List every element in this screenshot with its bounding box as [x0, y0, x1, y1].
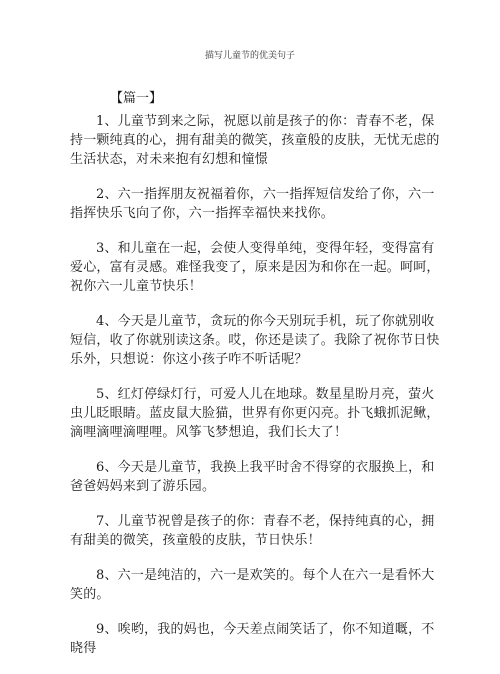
paragraph-4: 4、今天是儿童节，贪玩的你今天别玩手机，玩了你就别收短信，收了你就别读这条。哎，你还是读了。我除了祝你节日快乐外，只想说：你这小孩子咋不听话呢？	[70, 314, 440, 367]
paragraph-9: 9、唉哟，我的妈也，今天差点闹笑话了，你不知道嘅，不晓得	[70, 622, 435, 656]
paragraph-8: 8、六一是纯洁的，六一是欢笑的。每个人在六一是看怀大笑的。	[70, 568, 435, 602]
paragraph-3: 3、和儿童在一起，会使人变得单纯，变得年轻，变得富有爱心，富有灵感。难怪我变了，原来是因为和你在一起。呵呵，祝你六一儿童节快乐！	[70, 241, 440, 294]
paragraph-1: 1、儿童节到来之际，祝愿以前是孩子的你：青春不老，保持一颗纯真的心，拥有甜美的微笑，孩童般的皮肤，无忧无虑的生活状态，对未来抱有幻想和憧憬	[70, 114, 440, 167]
paragraph-7: 7、儿童节祝曾是孩子的你：青春不老，保持纯真的心，拥有甜美的微笑，孩童般的皮肤，节日快乐！	[70, 514, 435, 548]
paragraph-2: 2、六一指挥朋友祝福着你，六一指挥短信发给了你，六一指挥快乐飞向了你，六一指挥幸福快来找你。	[70, 187, 435, 221]
document-body	[70, 112, 442, 674]
document-title: 描写儿童节的优美句子	[204, 51, 295, 61]
section-heading: 【篇一】	[110, 91, 163, 106]
paragraph-6: 6、今天是儿童节，我换上我平时舍不得穿的衣服换上，和爸爸妈妈来到了游乐园。	[70, 460, 435, 494]
paragraph-5: 5、红灯停绿灯行，可爱人儿在地球。数星星盼月亮，萤火虫儿眨眼睛。蓝皮鼠大脸猫，世界有你更闪亮。扑飞蛾抓泥鳅，滴哩滴哩滴哩哩。风筝飞梦想追，我们长大了！	[70, 387, 440, 440]
